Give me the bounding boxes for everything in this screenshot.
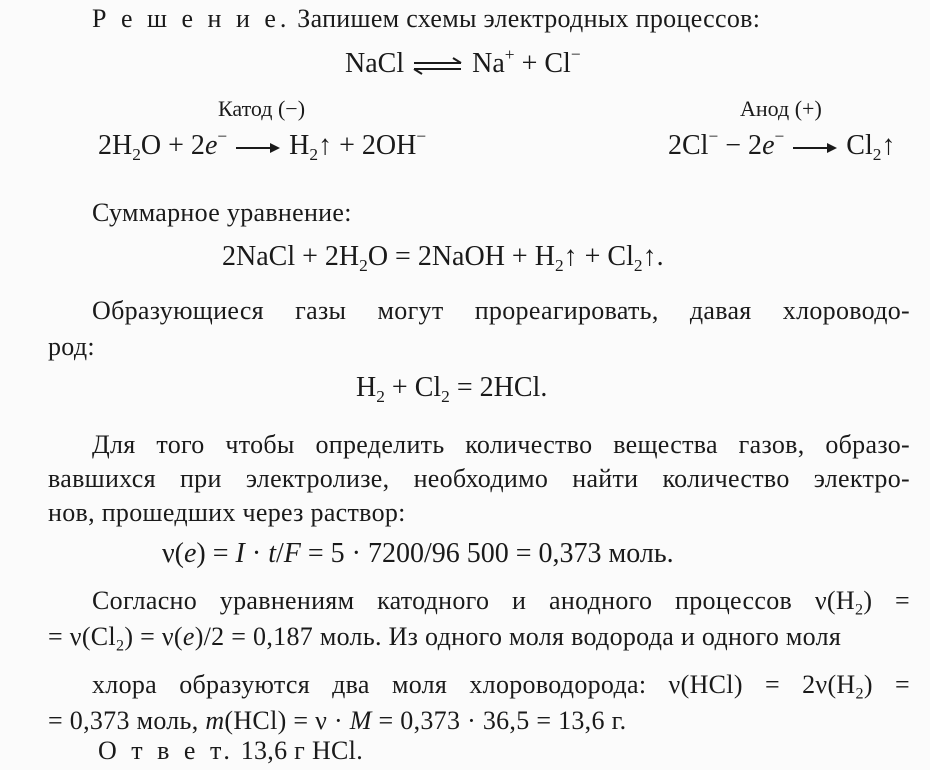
electron-symbol: e — [762, 130, 775, 161]
summary-heading: Суммарное уравнение: — [92, 198, 352, 227]
eq-part: I — [235, 538, 245, 569]
product-cl: Cl — [544, 48, 571, 79]
electron-symbol: e — [204, 130, 218, 161]
text-part: ) = — [863, 670, 910, 699]
sub: 2 — [309, 145, 319, 165]
sub: 2 — [633, 256, 643, 276]
intro-text: Запишем схемы электродных процессов: — [297, 4, 761, 33]
text-part: хлора образуются два моля хлороводорода: ν(HCl) = 2ν(H — [92, 670, 856, 699]
eq-part: O = 2NaOH + H — [367, 241, 555, 272]
anode-minus: − 2 — [718, 130, 763, 161]
hydroxide-charge: − — [416, 126, 427, 146]
reactant-nacl: NaCl — [345, 48, 405, 79]
dissociation-equation — [345, 44, 581, 79]
sub: 2 — [554, 256, 564, 276]
eq-part: e — [183, 538, 197, 569]
text-part: M — [349, 706, 372, 735]
gas-arrow-icon: ↑ — [881, 130, 896, 161]
sub: 2 — [441, 387, 450, 407]
eq-part: t — [268, 538, 276, 569]
conclusion-line-3 — [92, 670, 910, 703]
text-part: Согласно уравнениям катодного и анодного процессов ν(H — [92, 586, 855, 615]
gases-line-2: род: — [48, 332, 95, 361]
cl-charge: − — [570, 44, 581, 64]
hydroxide: + 2OH — [332, 130, 417, 161]
charge-calculation — [162, 540, 674, 568]
sub: 2 — [854, 601, 864, 619]
cathode-equation — [98, 126, 427, 165]
anode-equation — [668, 126, 896, 165]
answer-value: 13,6 г HCl. — [240, 736, 363, 765]
intro-line — [92, 6, 760, 32]
text-part: (HCl) = ν · — [224, 706, 350, 735]
conclusion-line-2 — [48, 622, 842, 655]
eq-part: ν( — [162, 538, 184, 569]
chlorine: Cl — [846, 130, 873, 161]
sub: 2 — [376, 387, 385, 407]
text-part: = 0,373 · 36,5 = 13,6 г. — [371, 706, 627, 735]
anode-label: Анод (+) — [740, 96, 822, 121]
eq-part: F — [283, 538, 301, 569]
conclusion-line-4 — [48, 708, 626, 734]
product-na: Na — [472, 48, 505, 79]
reaction-arrow-icon — [234, 141, 282, 155]
eq-part: 2NaCl + 2H — [222, 241, 360, 272]
eq-part: = 5 · 7200/96 500 = 0,373 моль. — [300, 538, 674, 569]
plus-sign: + — [521, 48, 538, 79]
hydrogen: H — [289, 130, 310, 161]
chloride-charge: − — [708, 126, 719, 146]
na-charge: + — [504, 44, 515, 64]
text-part: )/2 = 0,187 моль. Из одного моля водорода и одного моля — [194, 622, 842, 651]
electrons-line-1: Для того чтобы определить количество вещества газов, образо- — [92, 430, 910, 459]
equilibrium-arrow-icon — [411, 56, 465, 76]
summary-equation — [222, 241, 664, 276]
text-part: m — [205, 706, 225, 735]
answer-line — [98, 738, 363, 764]
conclusion-line-1 — [92, 586, 910, 619]
answer-label: О т в е т. — [98, 736, 234, 765]
cathode-left-rest: O + 2 — [140, 130, 205, 161]
cathode-water: 2H — [98, 130, 133, 161]
cathode-label: Катод (−) — [218, 96, 306, 121]
electrons-line-2: вавшихся при электролизе, необходимо найти количество электро- — [48, 464, 910, 493]
electron-charge: − — [217, 126, 228, 146]
eq-part: H — [356, 372, 377, 403]
text-part: ) = ν( — [124, 622, 183, 651]
electron-charge: − — [774, 126, 785, 146]
reaction-arrow-icon — [791, 141, 839, 155]
sub: 2 — [872, 145, 882, 165]
gas-arrow-icon: ↑ — [318, 130, 333, 161]
text-part: = 0,373 моль, — [48, 706, 206, 735]
hcl-equation — [356, 372, 548, 407]
text-part: ) = — [863, 586, 910, 615]
eq-part: · — [244, 538, 269, 569]
eq-part: = 2HCl. — [449, 372, 548, 403]
text-part: e — [182, 622, 195, 651]
chloride: 2Cl — [668, 130, 709, 161]
solution-heading: Р е ш е н и е. — [92, 4, 291, 33]
sub: 2 — [132, 145, 141, 165]
eq-part: / — [275, 538, 284, 569]
sub: 2 — [359, 256, 368, 276]
eq-part: ↑ + Cl — [563, 241, 634, 272]
eq-part: ) = — [196, 538, 236, 569]
text-part: = ν(Cl — [48, 622, 116, 651]
sub: 2 — [855, 685, 864, 703]
eq-part: + Cl — [384, 372, 442, 403]
electrons-line-3: нов, прошедших через раствор: — [48, 498, 406, 527]
sub: 2 — [115, 637, 125, 655]
eq-part: ↑. — [642, 241, 664, 272]
gases-line-1: Образующиеся газы могут прореагировать, давая хлороводо- — [92, 296, 910, 325]
